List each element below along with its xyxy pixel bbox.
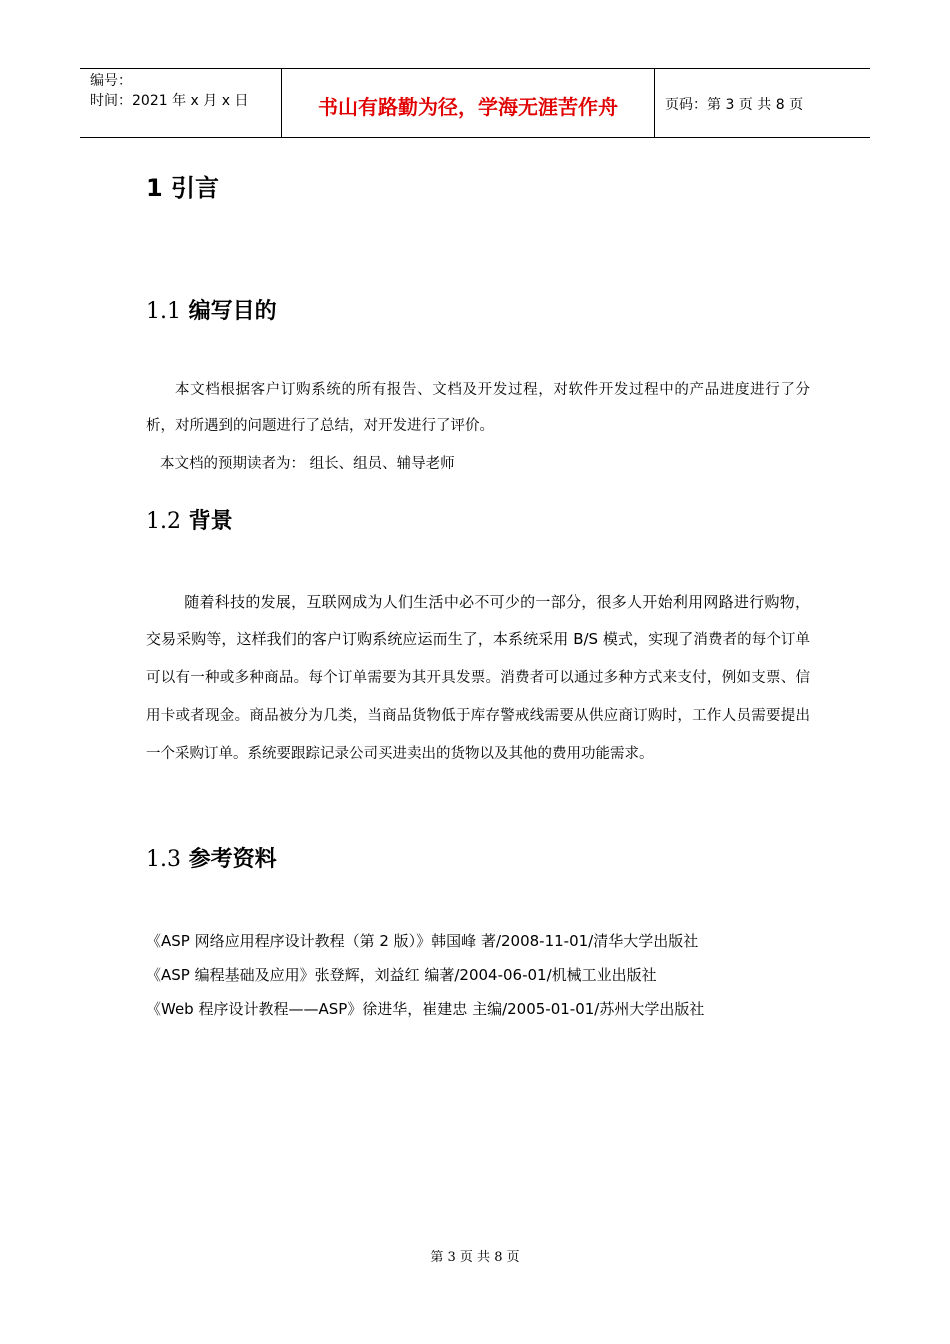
section-1-2-heading bbox=[146, 504, 233, 535]
page-header bbox=[80, 68, 870, 138]
reference-item: 《Web 程序设计教程——ASP》徐进华，崔建忠 主编/2005-01-01/苏州大学出版社 bbox=[146, 1000, 705, 1018]
reference-item: 《ASP 编程基础及应用》张登辉，刘益红 编著/2004-06-01/机械工业出版社 bbox=[146, 966, 657, 984]
section-1-1-heading bbox=[146, 294, 277, 325]
section-number: 1.2 bbox=[146, 509, 181, 534]
section-1-heading: 1 引言 bbox=[146, 174, 220, 202]
background-paragraph bbox=[146, 584, 810, 773]
background-text-part2: 消费者的每个订单可以有一种或多种商品。每个订单需要为其开具发票。消费者可以通过多种方式来支付，例如支票、信用卡或者现金。商品被分为几类，当商品货物低于库存警戒线需要从供应商订购时，工作人员需要提出一个采购订单。系统要跟踪记录公司买进卖出的货物以及其他的费用功能需求。 bbox=[146, 632, 811, 762]
page-footer: 第 3 页 共 8 页 bbox=[430, 1250, 520, 1265]
section-number: 1.1 bbox=[146, 299, 181, 324]
date-label: 时间：2021 年 x 月 x 日 bbox=[90, 93, 249, 109]
section-title: 背景 bbox=[188, 509, 233, 534]
background-text-part1: 随着科技的发展，互联网成为人们生活中必不可少的一部分，很多人开始利用网路进行购物，交易采购等，这样我们的客户订购系统应运而生了，本系统采用 B/S 模式，实现了 bbox=[146, 593, 810, 648]
section-title: 参考资料 bbox=[188, 847, 277, 872]
section-title: 编写目的 bbox=[188, 299, 277, 324]
readers-line: 本文档的预期读者为： 组长、组员、辅导老师 bbox=[160, 456, 455, 472]
reference-list bbox=[146, 924, 704, 1026]
number-label: 编号： bbox=[90, 73, 132, 89]
header-meta bbox=[80, 69, 282, 137]
section-1-3-heading bbox=[146, 842, 277, 873]
purpose-paragraph: 本文档根据客户订购系统的所有报告、文档及开发过程，对软件开发过程中的产品进度进行了分析，对所遇到的问题进行了总结，对开发进行了评价。 bbox=[146, 382, 810, 434]
reference-item: 《ASP 网络应用程序设计教程（第 2 版）》韩国峰 著/2008-11-01/清华大学出版社 bbox=[146, 932, 699, 950]
header-motto: 书山有路勤为径，学海无涯苦作舟 bbox=[282, 69, 655, 137]
section-number: 1.3 bbox=[146, 847, 181, 872]
header-page-info: 页码：第 3 页 共 8 页 bbox=[665, 97, 804, 113]
